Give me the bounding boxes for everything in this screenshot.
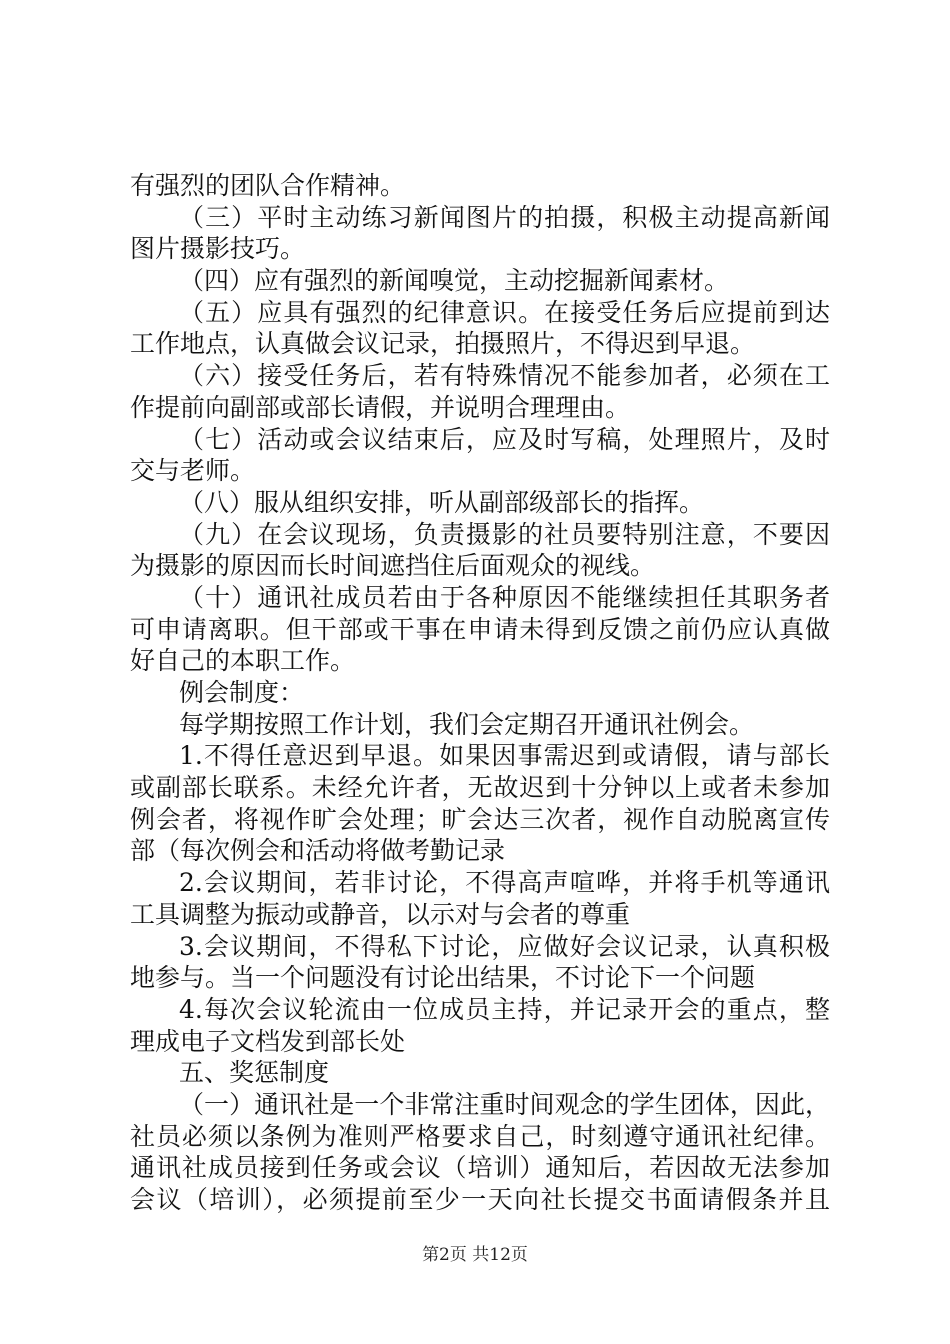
text-line: 会议（培训），必须提前至少一天向社长提交书面请假条并且: [130, 1185, 830, 1214]
text-line: 1.不得任意迟到早退。如果因事需迟到或请假，请与部长: [179, 741, 830, 771]
text-line: （五）应具有强烈的纪律意识。在接受任务后应提前到达: [179, 297, 830, 327]
text-line: 社员必须以条例为准则严格要求自己，时刻遵守通讯社纪律。: [130, 1121, 830, 1151]
text-line: 为摄影的原因而长时间遮挡住后面观众的视线。: [130, 551, 656, 581]
text-line: 通讯社成员接到任务或会议（培训）通知后，若因故无法参加: [130, 1153, 830, 1183]
text-line: 例会制度：: [179, 678, 305, 707]
text-line: 例会者，将视作旷会处理；旷会达三次者，视作自动脱离宣传: [130, 804, 830, 834]
text-line: 图片摄影技巧。: [130, 234, 306, 264]
text-line: （十）通讯社成员若由于各种原因不能继续担任其职务者: [179, 582, 830, 612]
text-line: 有强烈的团队合作精神。: [130, 171, 406, 200]
text-line: 工作地点，认真做会议记录，拍摄照片，不得迟到早退。: [130, 329, 756, 359]
text-line: （八）服从组织安排，听从副部级部长的指挥。: [179, 487, 705, 517]
text-line: 每学期按照工作计划，我们会定期召开通讯社例会。: [179, 709, 755, 739]
text-line: 理成电子文档发到部长处: [130, 1026, 406, 1056]
text-line: （九）在会议现场，负责摄影的社员要特别注意，不要因: [179, 519, 830, 549]
text-line: 4.每次会议轮流由一位成员主持，并记录开会的重点，整: [179, 994, 830, 1024]
text-line: 可申请离职。但干部或干事在申请未得到反馈之前仍应认真做: [130, 614, 830, 644]
text-line: （四）应有强烈的新闻嗅觉，主动挖掘新闻素材。: [179, 266, 730, 296]
text-line: 或副部长联系。未经允许者，无故迟到十分钟以上或者未参加: [130, 773, 830, 803]
text-line: 2.会议期间，若非讨论，不得高声喧哗，并将手机等通讯: [179, 868, 830, 898]
document-body: [130, 170, 830, 1216]
text-line: 交与老师。: [130, 456, 256, 486]
text-line: （三）平时主动练习新闻图片的拍摄，积极主动提高新闻: [179, 202, 830, 232]
text-line: 五、奖惩制度: [179, 1058, 330, 1088]
page-footer: 第2页 共12页: [422, 1245, 528, 1265]
text-line: 3.会议期间，不得私下讨论，应做好会议记录，认真积极: [179, 931, 830, 961]
text-line: 好自己的本职工作。: [130, 646, 356, 676]
text-line: （六）接受任务后，若有特殊情况不能参加者，必须在工: [179, 361, 830, 391]
text-line: 部（每次例会和活动将做考勤记录: [130, 836, 506, 866]
text-line: （七）活动或会议结束后，应及时写稿，处理照片，及时: [179, 424, 830, 454]
text-line: 地参与。当一个问题没有讨论出结果，不讨论下一个问题: [130, 963, 756, 993]
text-line: 工具调整为振动或静音，以示对与会者的尊重: [130, 899, 631, 929]
text-line: 作提前向副部或部长请假，并说明合理理由。: [130, 392, 631, 422]
text-line: （一）通讯社是一个非常注重时间观念的学生团体，因此，: [179, 1089, 830, 1119]
